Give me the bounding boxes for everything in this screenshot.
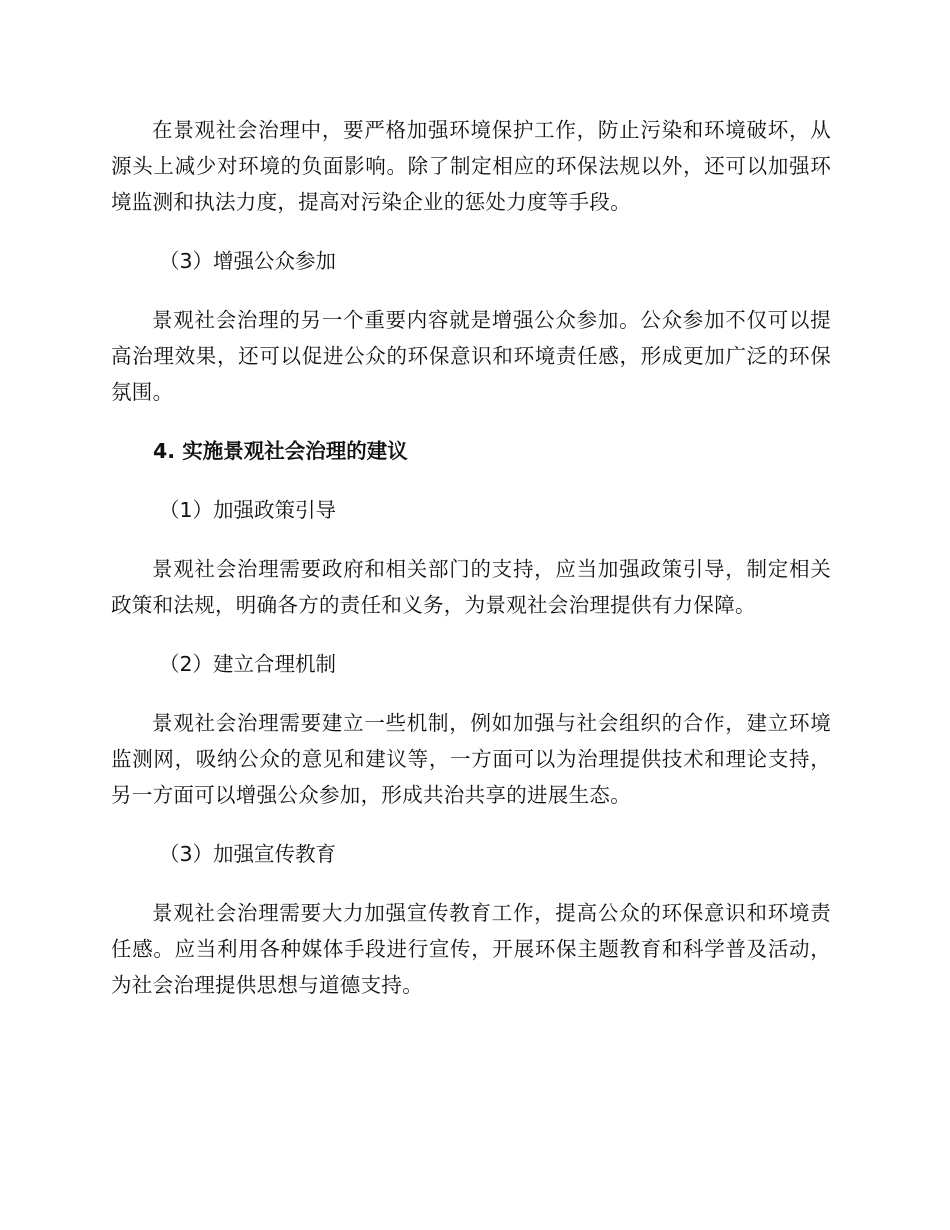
subheading-publicity-education: （3）加强宣传教育 <box>159 842 337 866</box>
paragraph-public-participation: 景观社会治理的另一个重要内容就是增强公众参加。公众参加不仅可以提高治理效果，还可以促进公众的环保意识和环境责任感，形成更加广泛的环保氛围。 <box>111 308 831 404</box>
paragraph-policy-guidance: 景观社会治理需要政府和相关部门的支持，应当加强政策引导，制定相关政策和法规，明确各方的责任和义务，为景观社会治理提供有力保障。 <box>111 557 831 617</box>
paragraph-mechanism: 景观社会治理需要建立一些机制，例如加强与社会组织的合作，建立环境监测网，吸纳公众的意见和建议等，一方面可以为治理提供技术和理论支持，另一方面可以增强公众参加，形成共治共享的进展生态。 <box>111 711 831 807</box>
document-body <box>111 112 831 1003</box>
subheading-mechanism: （2）建立合理机制 <box>159 652 337 676</box>
paragraph-publicity-education: 景观社会治理需要大力加强宣传教育工作，提高公众的环保意识和环境责任感。应当利用各种媒体手段进行宣传，开展环保主题教育和科学普及活动，为社会治理提供思想与道德支持。 <box>111 901 831 997</box>
subheading-policy-guidance: （1）加强政策引导 <box>159 498 337 522</box>
paragraph-environment-protection: 在景观社会治理中，要严格加强环境保护工作，防止污染和环境破坏，从源头上减少对环境的负面影响。除了制定相应的环保法规以外，还可以加强环境监测和执法力度，提高对污染企业的惩处力度等手段。 <box>111 118 831 214</box>
section-heading-recommendations: 4. 实施景观社会治理的建议 <box>153 439 408 463</box>
subheading-public-participation: （3）增强公众参加 <box>159 249 337 273</box>
